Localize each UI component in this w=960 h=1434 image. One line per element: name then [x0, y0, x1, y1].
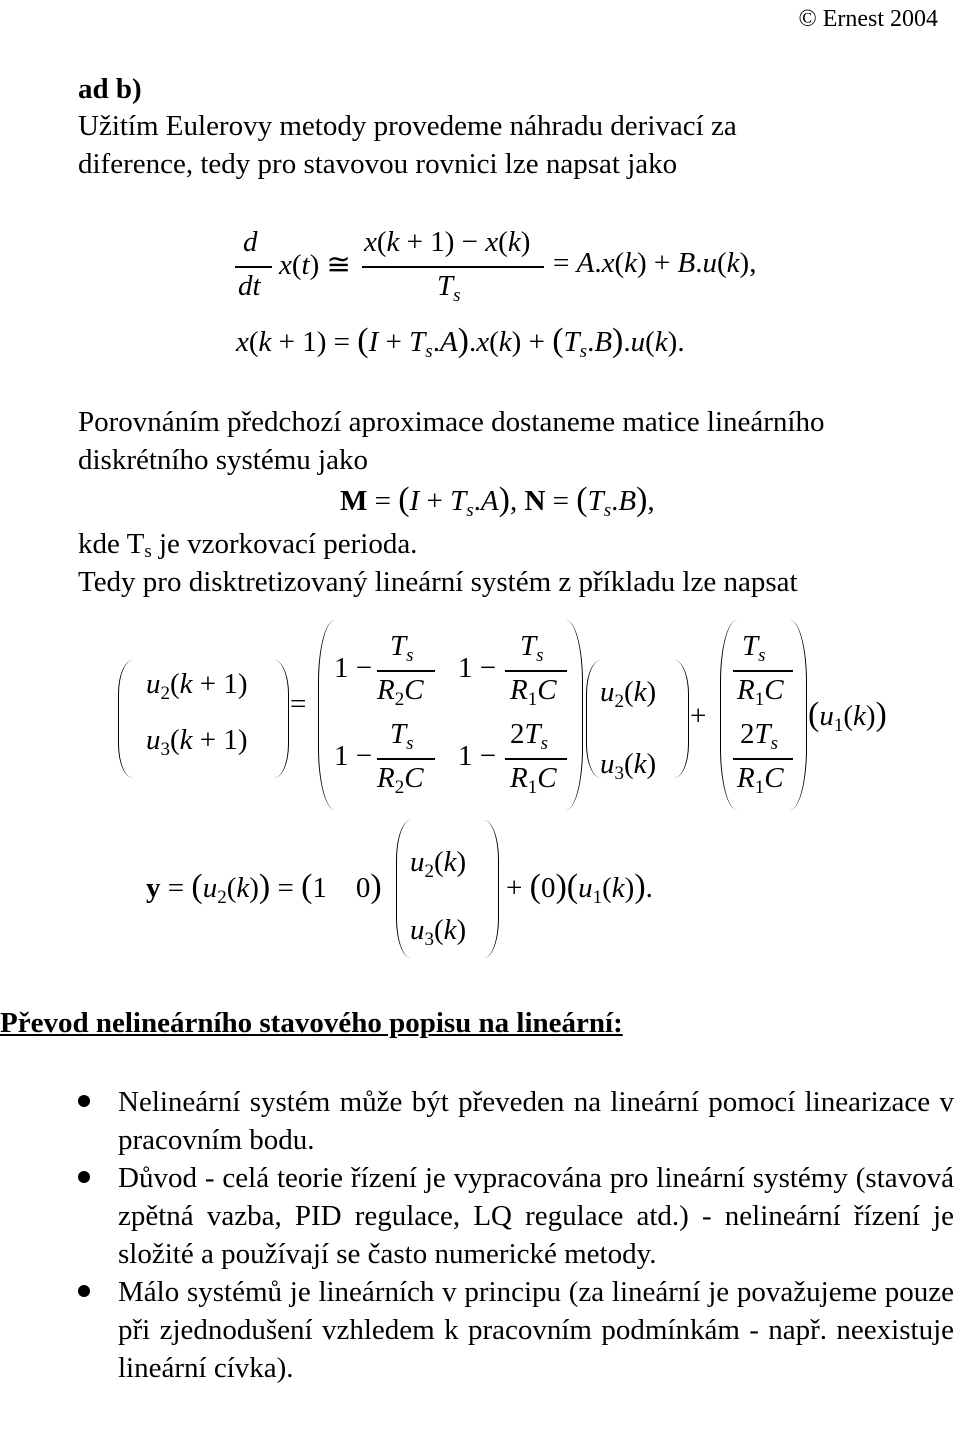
tedy-line: Tedy pro disktretizovaný lineární systém z příkladu lze napsat: [78, 566, 798, 598]
bullet-dot-icon: [78, 1285, 90, 1297]
section-heading-prevod: Převod nelineárního stavového popisu na lineární:: [0, 1007, 623, 1039]
comparison-line-1: Porovnáním předchozí aproximace dostaneme matice lineárního: [78, 406, 825, 438]
matrices-M-N-equation: $M = (I + T_s.A)$, $N = (T_s.B)$,: [340, 481, 655, 521]
bullet-dot-icon: [78, 1171, 90, 1183]
bullet-dot-icon: [78, 1095, 90, 1107]
section-heading-ad-b: ad b): [78, 73, 142, 105]
list-item: Málo systémů je lineárních v principu (za lineární je považujeme pouze při zjednodušení vzhledem k pracovním podmínkám - např. neexistuje lineární cívka).: [78, 1273, 954, 1387]
kde-line: kde $T_s$ je vzorkovací perioda.: [78, 528, 418, 562]
discrete-state-equation: $x(k + 1) = (I + T_s.A).x(k) + (T_s.B).u(k)$.: [236, 322, 685, 362]
bullet-list: [78, 1083, 954, 1387]
list-item: Nelineární systém může být převeden na lineární pomocí linearizace v pracovním bodu.: [78, 1083, 954, 1159]
intro-line-2: diference, tedy pro stavovou rovnici lze napsat jako: [78, 148, 678, 180]
copyright-header: © Ernest 2004: [798, 6, 938, 32]
intro-line-1: Užitím Eulerovy metody provedeme náhradu derivací za: [78, 110, 737, 142]
list-item: Důvod - celá teorie řízení je vypracována pro lineární systémy (stavová zpětná vazba, PID regulace, LQ regulace atd.) - nelineární řízení je složité a používají se často numerické metody.: [78, 1159, 954, 1273]
comparison-line-2: diskrétního systému jako: [78, 444, 368, 476]
